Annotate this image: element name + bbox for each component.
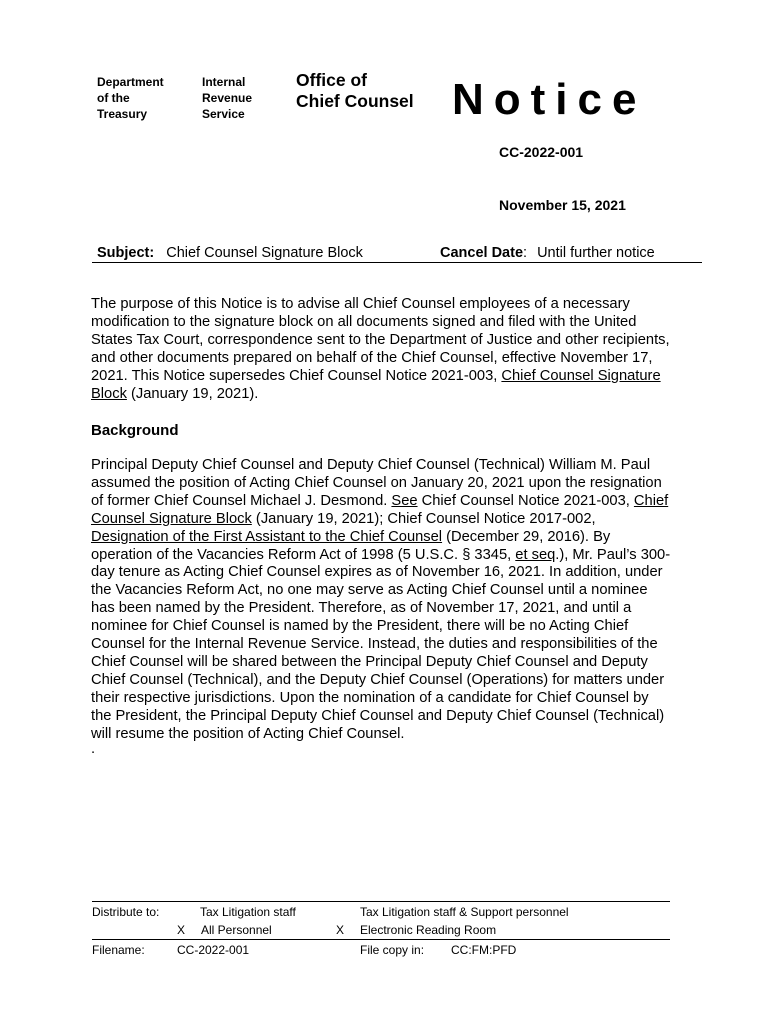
et-seq-reference: et seq: [515, 546, 556, 563]
irs-label: Internal Revenue Service: [202, 75, 253, 121]
first-assistant-link[interactable]: Designation of the First Assistant to the Chief Counsel: [91, 528, 443, 545]
signature-block-link[interactable]: Chief Counsel Signature Block: [91, 367, 661, 402]
distribute-label: Distribute to:: [92, 905, 160, 919]
electronic-reading-room: Electronic Reading Room: [360, 923, 497, 937]
tax-litigation-support: Tax Litigation staff & Support personnel: [360, 905, 569, 919]
cancel-date-line: Cancel Date: Until further notice: [440, 245, 655, 261]
subject-line: [97, 245, 363, 261]
file-copy-label: File copy in:: [360, 943, 425, 957]
all-personnel: All Personnel: [201, 923, 272, 937]
see-reference: See: [391, 492, 418, 509]
background-paragraph: Principal Deputy Chief Counsel and Deputy Chief Counsel (Technical) William M. Paul assumed the position of Acting Chief Counsel on January 20, 2021 upon the resignation of former Chief Counsel Michael J. Desmond. See Chief Counsel Notice 2021-003, Chief Counsel Signature Block (January 19, 2021); Chief Counsel Notice 2017-002, Designation of the First Assistant to the Chief Counsel (December 29, 2016). By operation of the Vacancies Reform Act of 1998 (5 U.S.C. § 3345, et seq.), Mr. Paul’s 300-day tenure as Acting Chief Counsel expires as of November 16, 2021. In addition, under the Vacancies Reform Act, no one may serve as Acting Chief Counsel until a nominee has been named by the President. Therefore, as of November 17, 2021, and until a nominee for Chief Counsel is named by the President, there will be no Acting Chief Counsel for the Internal Revenue Service. Instead, the duties and responsibilities of the Chief Counsel will be shared between the Principal Deputy Chief Counsel and Deputy Chief Counsel (Technical), and the Deputy Chief Counsel (Operations) for matters under their respective jurisdictions. Upon the nomination of a candidate for Chief Counsel by the President, the Principal Deputy Chief Counsel and Deputy Chief Counsel (Technical) will resume the position of Acting Chief Counsel.: [91, 457, 671, 742]
cancel-date-value: Until further notice: [537, 245, 655, 261]
notice-date: November 15, 2021: [499, 197, 626, 213]
department-label: Department of the Treasury: [97, 75, 164, 121]
trailing-period: .: [91, 741, 96, 757]
reading-room-mark: X: [336, 923, 345, 937]
subject-rule: [92, 262, 702, 263]
all-personnel-mark: X: [177, 923, 186, 937]
office-label: Office of Chief Counsel: [296, 70, 414, 111]
background-heading: Background: [91, 422, 179, 439]
notice-number: CC-2022-001: [499, 144, 584, 160]
file-copy-value: CC:FM:PFD: [451, 943, 517, 957]
subject-label: Subject:: [97, 245, 155, 261]
purpose-paragraph: The purpose of this Notice is to advise all Chief Counsel employees of a necessary modification to the signature block on all documents signed and filed with the United States Tax Court, correspondence sent to the Department of Justice and other recipients, and other documents prepared on behalf of the Chief Counsel, effective November 17, 2021. This Notice supersedes Chief Counsel Notice 2021-003, Chief Counsel Signature Block (January 19, 2021).: [91, 296, 670, 402]
notice-title: Notice: [452, 75, 647, 124]
cancel-date-label: Cancel Date: [440, 245, 524, 261]
footer-rule-top: [92, 901, 670, 902]
filename-label: Filename:: [92, 943, 145, 957]
signature-block-link[interactable]: Chief Counsel Signature Block: [91, 492, 669, 527]
subject-value: Chief Counsel Signature Block: [166, 245, 363, 261]
footer-rule-bottom: [92, 939, 670, 940]
filename-value: CC-2022-001: [177, 943, 250, 957]
tax-litigation-staff: Tax Litigation staff: [200, 905, 296, 919]
